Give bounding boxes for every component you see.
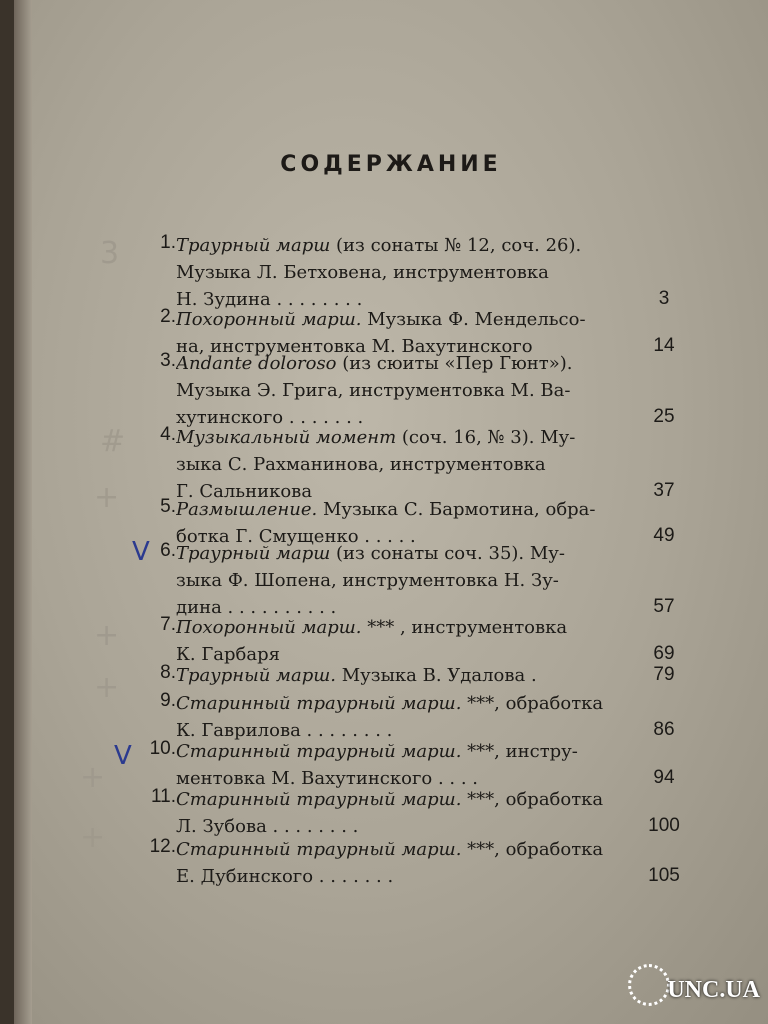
pencil-mark: + xyxy=(94,480,120,515)
toc-entry-number: 10. xyxy=(149,738,176,759)
toc-entry-line xyxy=(176,259,636,286)
toc-entry-line xyxy=(176,377,636,404)
toc-entry-text xyxy=(176,738,636,792)
toc-piece-details: Музыка Л. Бетховена, инструментовка xyxy=(176,262,549,283)
toc-entry-number: 9. xyxy=(160,690,176,711)
toc-piece-title: Старинный траурный марш. xyxy=(176,789,462,810)
toc-entry-text xyxy=(176,540,636,621)
toc-piece-details: *** , инструментовка xyxy=(361,617,568,638)
toc-piece-title: Траурный марш. xyxy=(176,665,337,686)
toc-entry-line xyxy=(176,738,636,765)
toc-piece-details: К. Гарбаря xyxy=(176,644,280,665)
toc-piece-title: Музыкальный момент xyxy=(176,427,397,448)
toc-piece-details: Музыка С. Бармотина, обра- xyxy=(317,499,596,520)
toc-page-number: 49 xyxy=(653,525,675,546)
toc-entry-number: 7. xyxy=(160,614,176,635)
toc-entry-line xyxy=(176,614,636,641)
toc-piece-details: дина . . . . . . . . . . xyxy=(176,597,337,618)
toc-piece-details: Музыка Э. Грига, инструментовка М. Ва- xyxy=(176,380,571,401)
toc-entry-line xyxy=(176,306,636,333)
pencil-mark: + xyxy=(94,618,120,653)
pencil-mark: # xyxy=(100,424,126,459)
ink-check-mark: V xyxy=(132,537,150,567)
toc-piece-title: Старинный траурный марш. xyxy=(176,693,462,714)
toc-piece-details: ***, обработка xyxy=(461,839,604,860)
toc-entry-text xyxy=(176,662,636,689)
toc-entry-line xyxy=(176,424,636,451)
toc-piece-details: Н. Зудина . . . . . . . . xyxy=(176,289,363,310)
toc-piece-details: зыка С. Рахманинова, инструментовка xyxy=(176,454,546,475)
toc-piece-details: Г. Сальникова xyxy=(176,481,313,502)
toc-piece-title: Старинный траурный марш. xyxy=(176,839,462,860)
toc-piece-title: Траурный марш xyxy=(176,235,331,256)
ink-check-mark: V xyxy=(114,741,132,771)
toc-entry-text xyxy=(176,424,636,505)
toc-page-number: 105 xyxy=(648,865,680,886)
toc-entry-line xyxy=(176,567,636,594)
toc-page-number: 3 xyxy=(658,288,670,309)
toc-piece-details: Музыка В. Удалова . xyxy=(336,665,537,686)
toc-entry-number: 8. xyxy=(160,662,176,683)
toc-piece-details: зыка Ф. Шопена, инструментовка Н. Зу- xyxy=(176,570,559,591)
book-page xyxy=(14,0,768,1024)
toc-page-number: 57 xyxy=(653,596,675,617)
toc-piece-details: (из сонаты соч. 35). Му- xyxy=(330,543,565,564)
toc-entry-line xyxy=(176,836,636,863)
toc-piece-details: на, инструментовка М. Вахутинского xyxy=(176,336,533,357)
toc-entry-line xyxy=(176,662,636,689)
toc-piece-details: К. Гаврилова . . . . . . . . xyxy=(176,720,393,741)
toc-entry-number: 2. xyxy=(160,306,176,327)
page-title: СОДЕРЖАНИЕ xyxy=(280,152,502,177)
toc-piece-title: Похоронный марш. xyxy=(176,309,362,330)
toc-page-number: 86 xyxy=(653,719,675,740)
toc-entry-text xyxy=(176,350,636,431)
toc-entry-line xyxy=(176,496,636,523)
pencil-mark: + xyxy=(80,820,106,855)
toc-entry-line xyxy=(176,232,636,259)
toc-page-number: 69 xyxy=(653,643,675,664)
toc-piece-details: ботка Г. Смущенко . . . . . xyxy=(176,526,416,547)
watermark: UNC.UA xyxy=(667,977,760,1003)
toc-entry-number: 12. xyxy=(149,836,176,857)
toc-piece-details: (из сонаты № 12, соч. 26). xyxy=(330,235,582,256)
toc-entry-number: 11. xyxy=(150,786,176,807)
watermark-logo-icon xyxy=(628,964,670,1006)
toc-entry-text xyxy=(176,836,636,890)
toc-piece-title: Размышление. xyxy=(176,499,318,520)
toc-entry-number: 3. xyxy=(160,350,176,371)
toc-piece-title: Старинный траурный марш. xyxy=(176,741,462,762)
toc-page-number: 100 xyxy=(648,815,680,836)
pencil-mark: 3 xyxy=(100,236,120,271)
toc-piece-title: Траурный марш xyxy=(176,543,331,564)
toc-piece-title: Andante doloroso xyxy=(176,353,337,374)
toc-entry-number: 5. xyxy=(160,496,176,517)
toc-entry-number: 1. xyxy=(160,232,176,253)
toc-piece-details: (из сюиты «Пер Гюнт»). xyxy=(336,353,573,374)
toc-piece-details: Музыка Ф. Мендельсо- xyxy=(361,309,586,330)
toc-page-number: 25 xyxy=(653,406,675,427)
toc-piece-details: ***, инстру- xyxy=(461,741,578,762)
toc-entry-text xyxy=(176,232,636,313)
toc-entry-line xyxy=(176,690,636,717)
toc-page-number: 94 xyxy=(653,767,675,788)
toc-entry-text xyxy=(176,690,636,744)
pencil-mark: + xyxy=(80,760,106,795)
toc-piece-title: Похоронный марш. xyxy=(176,617,362,638)
toc-piece-details: (соч. 16, № 3). Му- xyxy=(396,427,576,448)
pencil-mark: + xyxy=(94,670,120,705)
toc-piece-details: Л. Зубова . . . . . . . . xyxy=(176,816,359,837)
toc-entry-text xyxy=(176,786,636,840)
toc-page-number: 79 xyxy=(653,664,675,685)
toc-entry-number: 6. xyxy=(160,540,176,561)
toc-piece-details: ***, обработка xyxy=(461,789,604,810)
toc-entry-text xyxy=(176,614,636,668)
toc-entry-line xyxy=(176,863,636,890)
toc-page-number: 14 xyxy=(653,335,675,356)
toc-piece-details: Е. Дубинского . . . . . . . xyxy=(176,866,394,887)
toc-entry-line xyxy=(176,786,636,813)
toc-piece-details: ментовка М. Вахутинского . . . . xyxy=(176,768,479,789)
toc-entry-line xyxy=(176,350,636,377)
toc-page-number: 37 xyxy=(653,480,675,501)
toc-entry-line xyxy=(176,451,636,478)
toc-piece-details: ***, обработка xyxy=(461,693,604,714)
toc-entry-number: 4. xyxy=(160,424,176,445)
toc-entry-line xyxy=(176,540,636,567)
toc-piece-details: хутинского . . . . . . . xyxy=(176,407,364,428)
